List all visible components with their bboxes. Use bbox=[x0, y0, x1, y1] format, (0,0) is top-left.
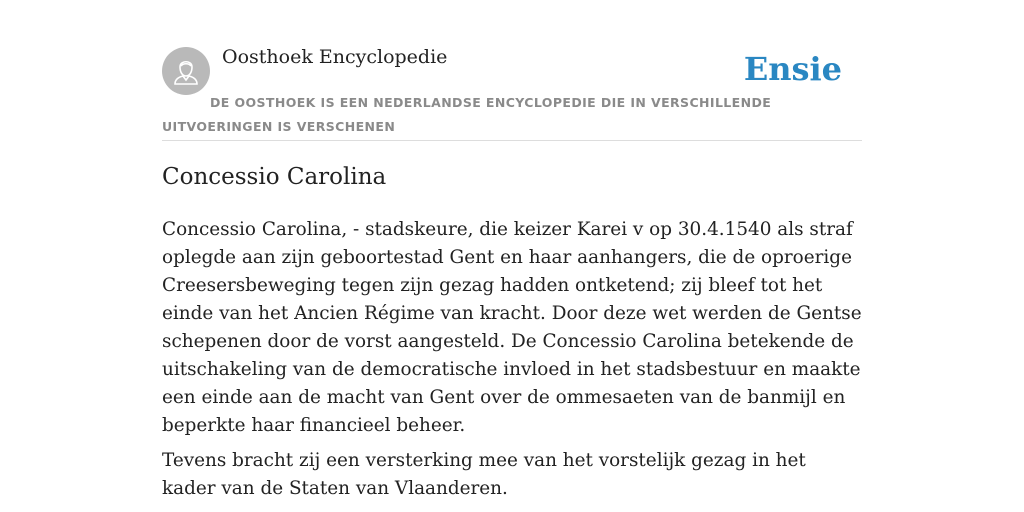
article-paragraph: Concessio Carolina, - stadskeure, die keizer Karei v op 30.4.1540 als straf oplegde aan zijn geboortestad Gent en haar aanhangers, die de oproerige Creesersbeweging tegen zijn gezag hadden ontketend; zij bleef tot het einde van het Ancien Régime van kracht. Door deze wet werden de Gentse schepenen door de vorst aangesteld. De Concessio Carolina betekende de uitschakeling van de democratische invloed in het stadsbestuur en maakte een einde aan de macht van Gent over de ommesaeten van de banmijl en beperkte haar financieel beheer. bbox=[162, 219, 862, 436]
source-description: DE OOSTHOEK IS EEN NEDERLANDSE ENCYCLOPEDIE DIE IN VERSCHILLENDE UITVOERINGEN IS VERSCHENEN bbox=[162, 95, 772, 134]
user-icon bbox=[162, 47, 210, 95]
article-body bbox=[162, 216, 864, 510]
article-page bbox=[162, 0, 862, 499]
brand-logo[interactable]: Ensie bbox=[743, 50, 842, 88]
source-name[interactable]: Oosthoek Encyclopedie bbox=[222, 46, 448, 68]
avatar[interactable] bbox=[162, 47, 210, 95]
article-title: Concessio Carolina bbox=[162, 164, 387, 190]
article-paragraph: Tevens bracht zij een versterking mee van het vorstelijk gezag in het kader van de Staten van Vlaanderen. bbox=[162, 450, 806, 499]
source-header bbox=[162, 0, 862, 141]
